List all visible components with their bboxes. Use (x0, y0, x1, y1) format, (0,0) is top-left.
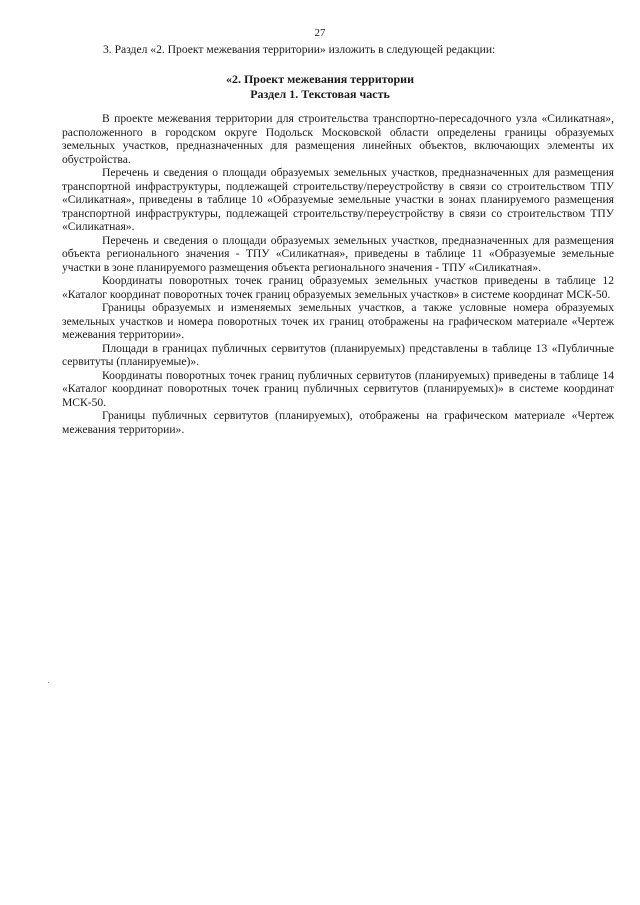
intro-line: 3. Раздел «2. Проект межевания территории» изложить в следующей редакции: (103, 43, 496, 56)
body-text (62, 112, 614, 436)
paragraph: Границы образуемых и изменяемых земельных участков, а также условные номера образуемых земельных участков и номера поворотных точек их границ отображены на графическом материале «Чертеж межевания территории». (62, 301, 614, 341)
paragraph: Границы публичных сервитутов (планируемых), отображены на графическом материале «Чертеж межевания территории». (62, 409, 614, 436)
paragraph: В проекте межевания территории для строительства транспортно-пересадочного узла «Силикатная», расположенного в городском округе Подольск Московской области определены границы образуемых земельных участков, предназначенных для размещения линейных объектов, включающих элементы их обустройства. (62, 112, 614, 166)
scan-artifact-dot (48, 682, 49, 683)
section-heading (0, 72, 640, 102)
paragraph: Перечень и сведения о площади образуемых земельных участков, предназначенных для размещения транспортной инфраструктуры, подлежащей строительству/переустройству в связи со строительством ТПУ «Силикатная», приведены в таблице 10 «Образуемые земельные участки в зонах планируемого размещения транспортной инфраструктуры, подлежащей строительству/переустройству в связи со строительством ТПУ «Силикатная». (62, 166, 614, 233)
page-number: 27 (314, 27, 326, 39)
paragraph: Перечень и сведения о площади образуемых земельных участков, предназначенных для размещения объекта регионального значения - ТПУ «Силикатная», приведены в таблице 11 «Образуемые земельные участки в зоне планируемого размещения объекта регионального значения - ТПУ «Силикатная». (62, 233, 614, 274)
paragraph: Площади в границах публичных сервитутов (планируемых) представлены в таблице 13 «Публичные сервитуты (планируемые)». (62, 341, 614, 368)
section-title: «2. Проект межевания территории (225, 72, 415, 86)
paragraph: Координаты поворотных точек границ публичных сервитутов (планируемых) приведены в таблице 14 «Каталог координат поворотных точек границ публичных сервитутов (планируемых)» в системе координат МСК-50. (62, 368, 614, 409)
subsection-title: Раздел 1. Текстовая часть (250, 87, 390, 101)
paragraph: Координаты поворотных точек границ образуемых земельных участков приведены в таблице 12 «Каталог координат поворотных точек границ образуемых земельных участков» в системе координат МСК-50. (62, 274, 614, 301)
